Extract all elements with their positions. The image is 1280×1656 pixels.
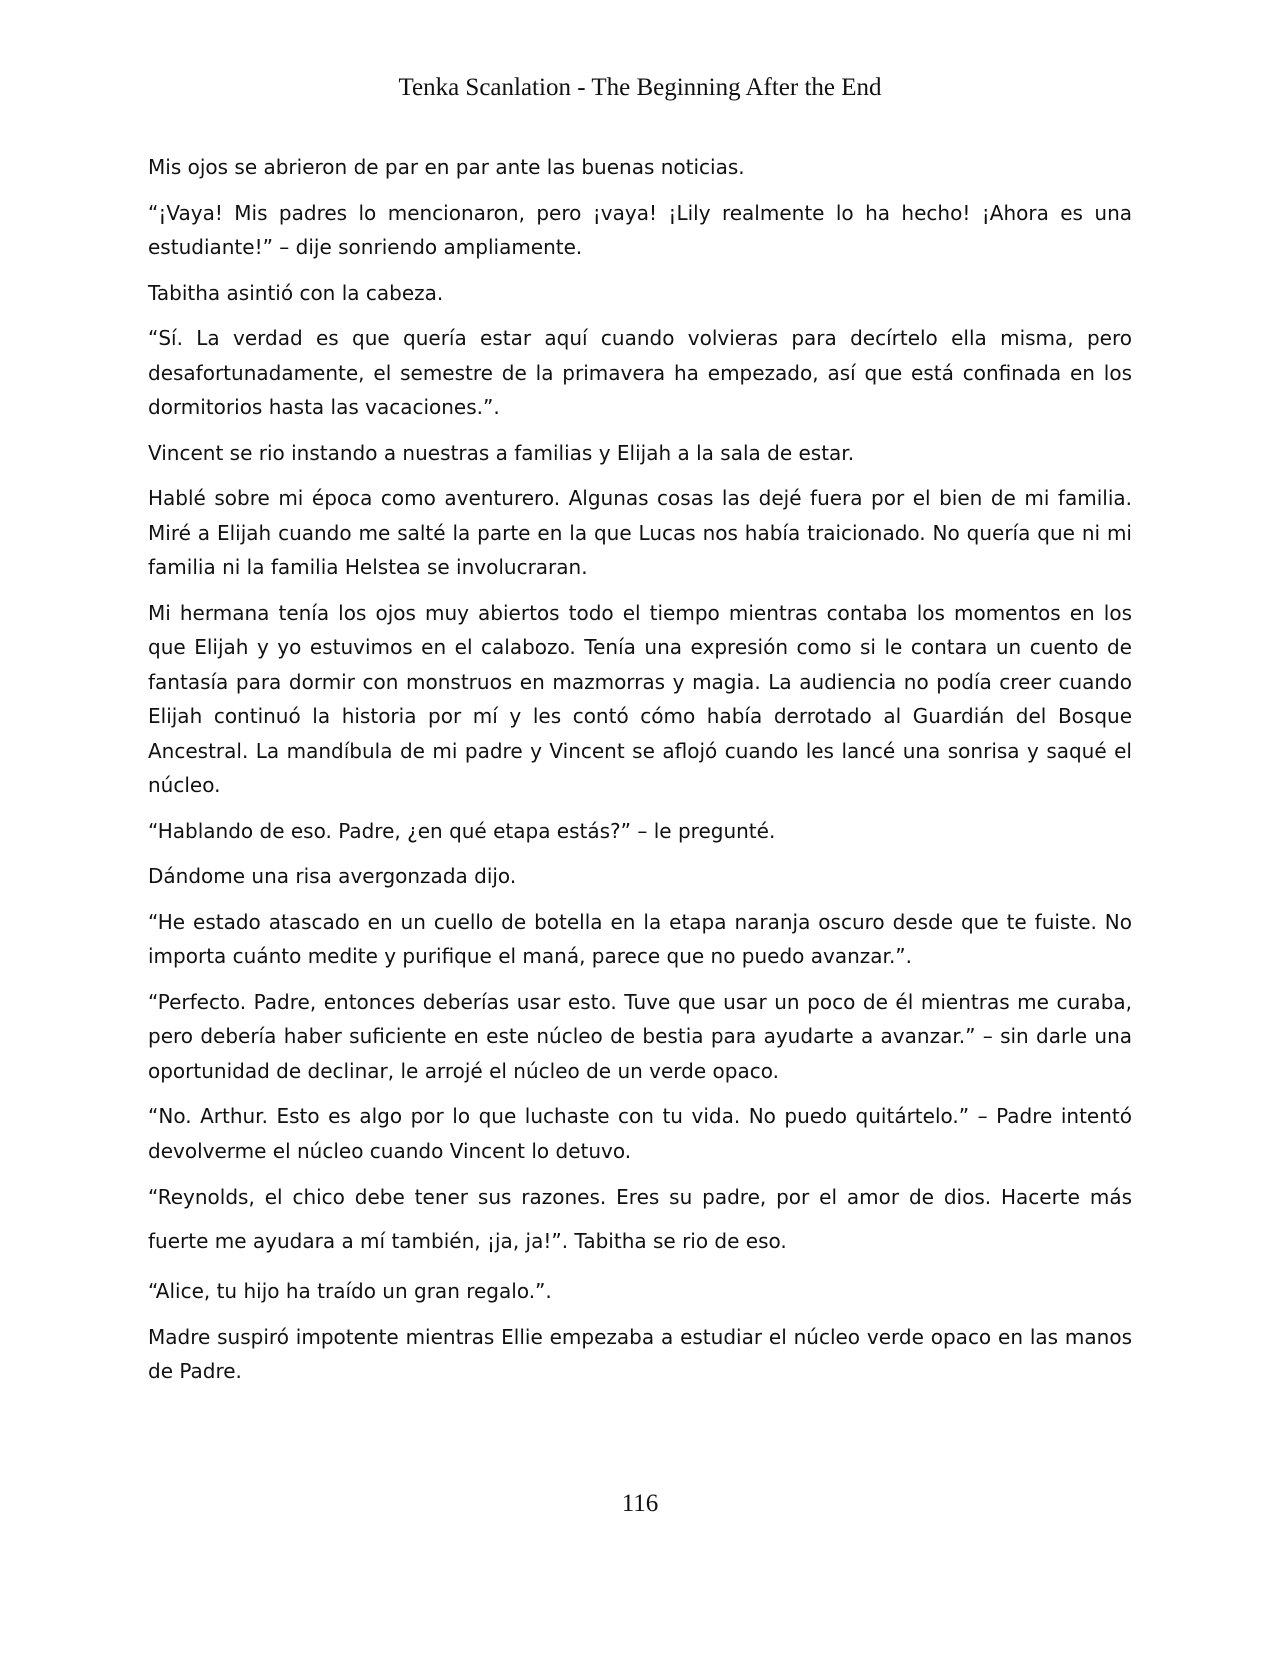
paragraph: “Alice, tu hijo ha traído un gran regalo.”. <box>148 1279 552 1303</box>
paragraph: “Perfecto. Padre, entonces deberías usar esto. Tuve que usar un poco de él mientras me curaba, pero debería haber suficiente en este núcleo de bestia para ayudarte a avanzar.” – sin darle una oportunidad de declinar, le arrojé el núcleo de un verde opaco. <box>148 989 1132 1083</box>
paragraph: Mis ojos se abrieron de par en par ante las buenas noticias. <box>148 155 745 179</box>
page-body <box>148 150 1132 1400</box>
paragraph: Hablé sobre mi época como aventurero. Algunas cosas las dejé fuera por el bien de mi familia. Miré a Elijah cuando me salté la parte en la que Lucas nos había traicionado. No quería que ni mi familia ni la familia Helstea se involucraran. <box>148 486 1132 579</box>
paragraph: Madre suspiró impotente mientras Ellie empezaba a estudiar el núcleo verde opaco en las manos de Padre. <box>148 1324 1132 1383</box>
paragraph: “Reynolds, el chico debe tener sus razones. Eres su padre, por el amor de dios. Hacerte más fuerte me ayudara a mí también, ¡ja, ja!”. Tabitha se rio de eso. <box>148 1185 1132 1253</box>
page-header: Tenka Scanlation - The Beginning After the End <box>398 74 882 101</box>
paragraph: Dándome una risa avergonzada dijo. <box>148 864 517 888</box>
paragraph: “No. Arthur. Esto es algo por lo que luchaste con tu vida. No puedo quitártelo.” – Padre intentó devolverme el núcleo cuando Vincent lo detuvo. <box>148 1104 1132 1163</box>
paragraph: “Hablando de eso. Padre, ¿en qué etapa estás?” – le pregunté. <box>148 818 776 843</box>
paragraph: “¡Vaya! Mis padres lo mencionaron, pero ¡vaya! ¡Lily realmente lo ha hecho! ¡Ahora es una estudiante!” – dije sonriendo ampliamente. <box>148 200 1132 259</box>
paragraph: Vincent se rio instando a nuestras a familias y Elijah a la sala de estar. <box>148 440 855 465</box>
paragraph: “Sí. La verdad es que quería estar aquí cuando volvieras para decírtelo ella misma, pero desafortunadamente, el semestre de la primavera ha empezado, así que está confinada en los dormitorios hasta las vacaciones.”. <box>148 326 1132 419</box>
paragraph: Tabitha asintió con la cabeza. <box>148 280 444 305</box>
paragraph: “He estado atascado en un cuello de botella en la etapa naranja oscuro desde que te fuiste. No importa cuánto medite y purifique el maná, parece que no puedo avanzar.”. <box>148 909 1132 968</box>
paragraph: Mi hermana tenía los ojos muy abiertos todo el tiempo mientras contaba los momentos en los que Elijah y yo estuvimos en el calabozo. Tenía una expresión como si le contara un cuento de fantasía para dormir con monstruos en mazmorras y magia. La audiencia no podía creer cuando Elijah continuó la historia por mí y les contó cómo había derrotado al Guardián del Bosque Ancestral. La mandíbula de mi padre y Vincent se aflojó cuando les lancé una sonrisa y saqué el núcleo. <box>148 600 1132 797</box>
page-number: 116 <box>621 1490 659 1517</box>
